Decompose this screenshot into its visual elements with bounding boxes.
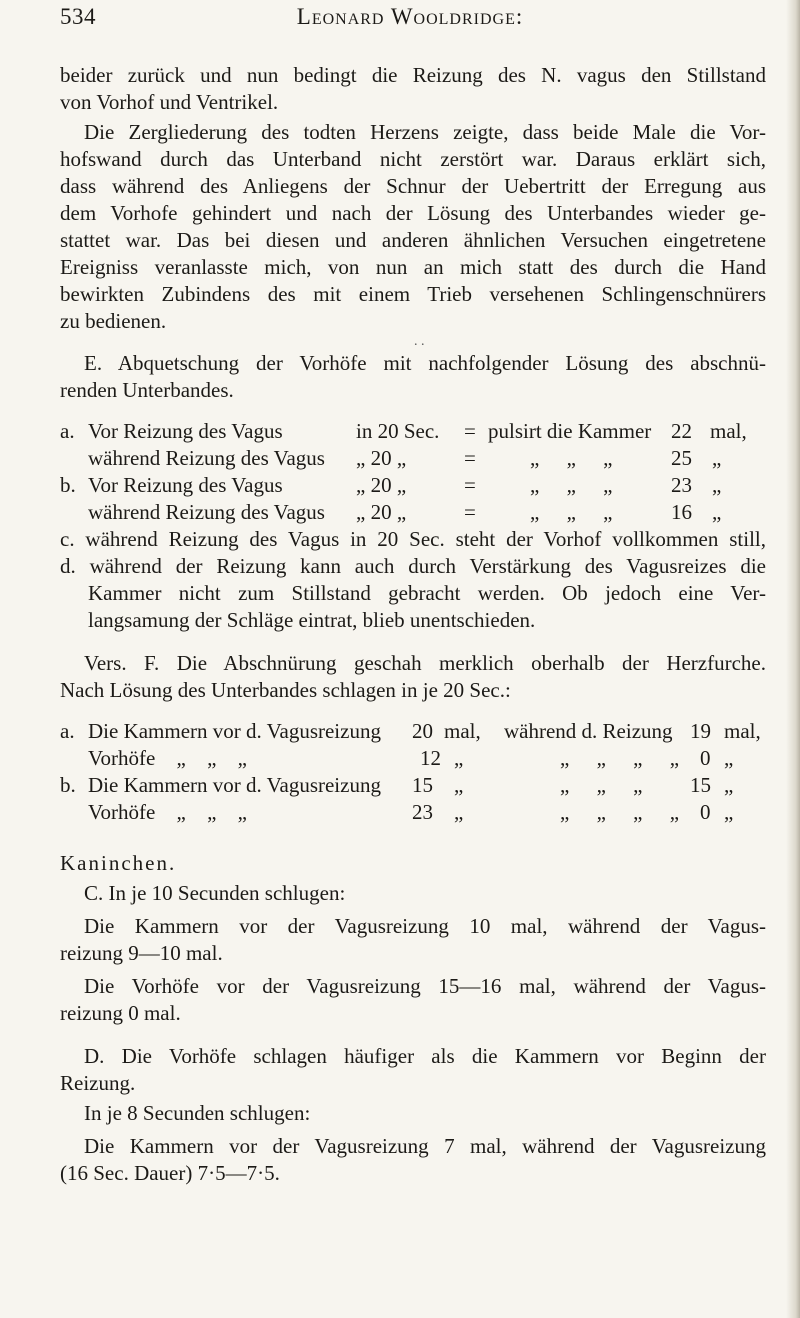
text-line: In je 8 Secunden schlugen: [84,1101,311,1125]
table-row [60,772,766,799]
subheading-kaninchen: Kaninchen. [60,851,177,875]
text-line: langsamung der Schläge eintrat, blieb unentschieden. [88,608,536,632]
vers-f-heading: Vers. F. Die Abschnürung geschah merklich oberhalb der Herzfurche. [84,651,766,675]
table-row [60,499,766,526]
row-unit: mal, [724,719,761,743]
row-text: während Reizung des Vagus [88,446,325,470]
row-text: Vorhöfe „ „ „ [88,800,247,824]
stray-dots: . . [414,334,425,349]
section-c-heading: C. In je 10 Secunden schlugen: [84,881,346,905]
text-line: Kammer nicht zum Stillstand gebracht werden. Ob jedoch eine Ver- [88,581,766,605]
row-text: Die Kammern vor d. Vagusreizung [88,719,381,743]
row-label: a. [60,719,75,743]
row-text: Vorhöfe „ „ „ [88,746,247,770]
text-line: stattet war. Das bei diesen und anderen ähnlichen Versuchen eingetretene [60,228,766,252]
row-pulse: „ „ „ [530,473,613,497]
row-unit: mal, [710,419,747,443]
row-sec: in 20 Sec. [356,419,440,443]
page-number: 534 [60,4,96,29]
row-count: 23 [412,800,433,824]
row-count: 19 [690,719,711,743]
row-unit: „ [724,800,734,824]
text-line: dem Vorhofe gehindert und nach der Lösung des Unterbandes wieder ge- [60,201,766,225]
row-label: b. [60,473,76,497]
row-unit: „ [712,446,722,470]
row-pulse: „ „ „ [530,500,613,524]
text-line: Die Kammern vor der Vagusreizung 7 mal, während der Vagusreizung [84,1134,766,1158]
text-line: Die Zergliederung des todten Herzens zeigte, dass beide Male die Vor- [84,120,766,144]
row-count: 0 [700,800,711,824]
row-mid: „ „ „ „ [560,746,680,770]
page-header [60,4,760,38]
table-row [60,799,766,826]
row-count: 15 [412,773,433,797]
row-eq: = [464,473,476,497]
item-d: d. während der Reizung kann auch durch Verstärkung des Vagusreizes die [60,554,766,578]
item-c: c. während Reizung des Vagus in 20 Sec. steht der Vorhof vollkommen still, [60,527,766,551]
row-count: 0 [700,746,711,770]
text-line: Ereigniss veranlasste mich, von nun an mich statt des durch die Hand [60,255,766,279]
text-line: reizung 0 mal. [60,1001,181,1025]
row-unit: „ [712,473,722,497]
table-row [60,418,766,445]
row-label: a. [60,419,75,443]
text-line: (16 Sec. Dauer) 7·5—7·5. [60,1161,280,1185]
table-row [60,472,766,499]
row-count: 25 [671,446,692,470]
running-title: Leonard Wooldridge: [296,4,524,29]
row-mid: „ „ „ [560,773,643,797]
text-line: von Vorhof und Ventrikel. [60,90,279,114]
row-count: 16 [671,500,692,524]
row-unit: „ [724,746,734,770]
row-unit: „ [454,746,464,770]
row-eq: = [464,446,476,470]
text-line: Reizung. [60,1071,136,1095]
section-e-heading: E. Abquetschung der Vorhöfe mit nachfolgender Lösung des abschnü- [84,351,766,375]
row-text: Vor Reizung des Vagus [88,473,283,497]
row-unit: „ [712,500,722,524]
row-text: Die Kammern vor d. Vagusreizung [88,773,381,797]
text-line: reizung 9—10 mal. [60,941,223,965]
row-unit: mal, [444,719,481,743]
page-edge [786,0,800,1318]
table-row [60,745,766,772]
table-f [60,718,766,828]
row-sec: „ 20 „ [356,446,407,470]
text-line: Die Vorhöfe vor der Vagusreizung 15—16 mal, während der Vagus- [84,974,766,998]
text-line: Nach Lösung des Unterbandes schlagen in je 20 Sec.: [60,678,511,702]
table-e [60,418,766,528]
row-mid: während d. Reizung [504,719,673,743]
row-mid: „ „ „ „ [560,800,680,824]
row-unit: „ [724,773,734,797]
row-count: 20 [412,719,433,743]
row-sec: „ 20 „ [356,473,407,497]
table-row [60,718,766,745]
text-line: dass während des Anliegens der Schnur der Uebertritt der Erregung aus [60,174,766,198]
text-line: hofswand durch das Unterband nicht zerstört war. Daraus erklärt sich, [60,147,766,171]
row-eq: = [464,500,476,524]
table-row [60,445,766,472]
row-count: 22 [671,419,692,443]
row-count: 23 [671,473,692,497]
row-pulse: pulsirt die Kammer [488,419,652,443]
row-text: Vor Reizung des Vagus [88,419,283,443]
row-count: 15 [690,773,711,797]
row-text: während Reizung des Vagus [88,500,325,524]
row-count: 12 [420,746,441,770]
row-sec: „ 20 „ [356,500,407,524]
text-line: bewirkten Zubindens des mit einem Trieb versehenen Schlingenschnürers [60,282,766,306]
text-line: beider zurück und nun bedingt die Reizung des N. vagus den Stillstand [60,63,766,87]
row-unit: „ [454,800,464,824]
row-label: b. [60,773,76,797]
row-pulse: „ „ „ [530,446,613,470]
section-d-heading: D. Die Vorhöfe schlagen häufiger als die Kammern vor Beginn der [84,1044,766,1068]
text-line: renden Unterbandes. [60,378,234,402]
text-line: zu bedienen. [60,309,167,333]
row-unit: „ [454,773,464,797]
text-line: Die Kammern vor der Vagusreizung 10 mal, während der Vagus- [84,914,766,938]
row-eq: = [464,419,476,443]
